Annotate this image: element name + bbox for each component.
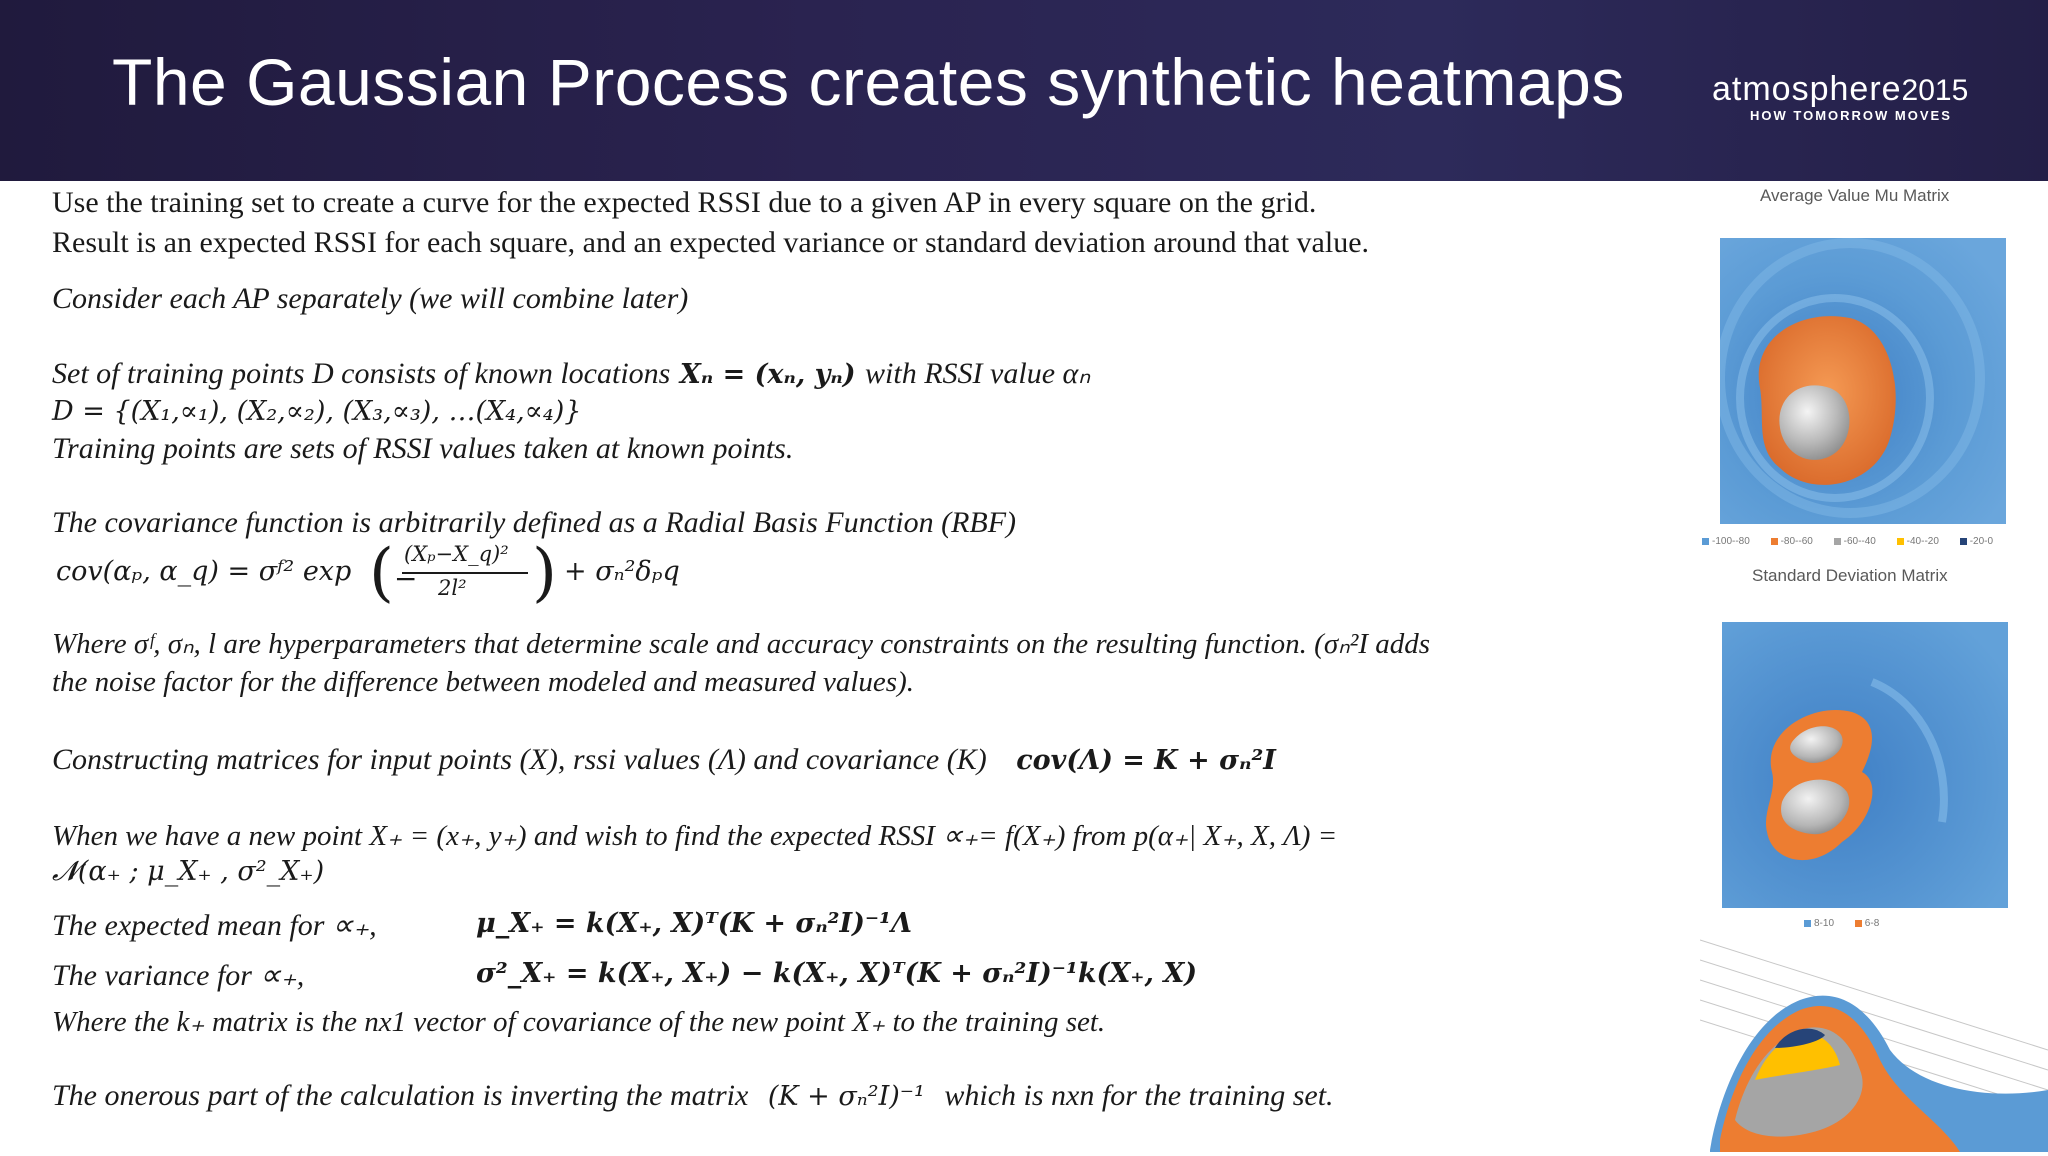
line11-math: cov(Λ) = K + σₙ²I (1016, 745, 1276, 776)
mu-legend-2: -80--60 (1780, 536, 1813, 547)
sd-surface-graphic (1722, 622, 2008, 908)
rbf-denominator: 2l² (438, 576, 467, 600)
variance-label: The variance for ∝₊, (52, 959, 305, 992)
surface-3d-chart (1700, 930, 2048, 1152)
line4-math: Xₙ = (xₙ, yₙ) (679, 359, 856, 390)
sd-matrix-chart (1722, 622, 2008, 908)
sd-legend (1804, 918, 1897, 929)
line11-text: Constructing matrices for input points (X), rssi values (Λ) and covariance (K) (52, 743, 987, 776)
logo-word: atmosphere (1712, 70, 1902, 108)
sd-legend-1: 8-10 (1814, 918, 1835, 929)
mean-label: The expected mean for ∝₊, (52, 909, 377, 942)
slide-title: The Gaussian Process creates synthetic heatmaps (112, 45, 1625, 119)
slide-header (0, 0, 2048, 181)
normal-dist-formula: 𝓝(α₊ ; μ_X₊ , σ²_X₊) (52, 856, 325, 887)
mu-matrix-title: Average Value Mu Matrix (1760, 186, 1950, 205)
line17-tail: which is nxn for the training set. (944, 1079, 1334, 1112)
mu-surface-graphic (1720, 238, 2006, 524)
body-line-17 (52, 1078, 1334, 1113)
body-line-2: Result is an expected RSSI for each square, and an expected variance or standard deviation around that value. (52, 226, 1370, 259)
surface-3d-graphic (1700, 930, 2048, 1152)
fraction-bar (402, 572, 528, 574)
sd-matrix-title: Standard Deviation Matrix (1752, 566, 1948, 585)
rbf-minus: − (394, 562, 418, 595)
rbf-lhs: cov(αₚ, α_q) = σᶠ² exp (56, 556, 352, 587)
atmosphere-logo (1712, 70, 1969, 123)
mean-line (52, 908, 912, 943)
body-line-7: The covariance function is arbitrarily defined as a Radial Basis Function (RBF) (52, 506, 1017, 539)
line4-tail: with RSSI value αₙ (865, 357, 1091, 390)
variance-formula: σ²_X₊ = k(X₊, X₊) − k(X₊, X)ᵀ(K + σₙ²I)⁻¹k(X₊, X) (476, 958, 1198, 989)
body-line-11 (52, 742, 1276, 777)
body-line-4 (52, 356, 1090, 391)
mu-legend-1: -100--80 (1712, 536, 1750, 547)
line17-text: The onerous part of the calculation is inverting the matrix (52, 1079, 749, 1112)
training-set-formula: D = {(X₁,∝₁), (X₂,∝₂), (X₃,∝₃), …(X₄,∝₄)} (52, 396, 582, 427)
mu-legend (1702, 536, 2011, 547)
body-line-10: the noise factor for the difference between modeled and measured values). (52, 666, 914, 698)
body-line-6: Training points are sets of RSSI values taken at known points. (52, 432, 794, 465)
logo-year: 2015 (1901, 74, 1969, 107)
body-line-3: Consider each AP separately (we will combine later) (52, 282, 689, 315)
mu-legend-3: -60--40 (1843, 536, 1876, 547)
body-line-1: Use the training set to create a curve for the expected RSSI due to a given AP in every square on the grid. (52, 186, 1317, 219)
body-line-16: Where the k₊ matrix is the nx1 vector of covariance of the new point X₊ to the training set. (52, 1006, 1106, 1038)
mu-legend-4: -40--20 (1906, 536, 1939, 547)
line4-text: Set of training points D consists of known locations (52, 357, 671, 390)
rbf-paren-left: ( (369, 536, 394, 610)
mean-formula: μ_X₊ = k(X₊, X)ᵀ(K + σₙ²I)⁻¹Λ (476, 908, 912, 939)
variance-line (52, 958, 1198, 993)
rbf-tail: + σₙ²δₚq (564, 556, 680, 587)
sd-legend-2: 6-8 (1864, 918, 1880, 929)
body-line-9: Where σᶠ, σₙ, l are hyperparameters that determine scale and accuracy constraints on the resulting function. (σₙ²I adds (52, 628, 1431, 660)
rbf-numerator: (Xₚ−X_q)² (404, 542, 509, 566)
mu-legend-5: -20-0 (1969, 536, 1994, 547)
mu-matrix-chart (1720, 238, 2006, 524)
rbf-paren-right: ) (532, 536, 557, 610)
body-line-12: When we have a new point X₊ = (x₊, y₊) and wish to find the expected RSSI ∝₊= f(X₊) from p(α₊| X₊, X, Λ) = (52, 820, 1338, 852)
line17-math: (K + σₙ²I)⁻¹ (767, 1081, 925, 1112)
logo-tagline: HOW TOMORROW MOVES (1750, 108, 1952, 123)
